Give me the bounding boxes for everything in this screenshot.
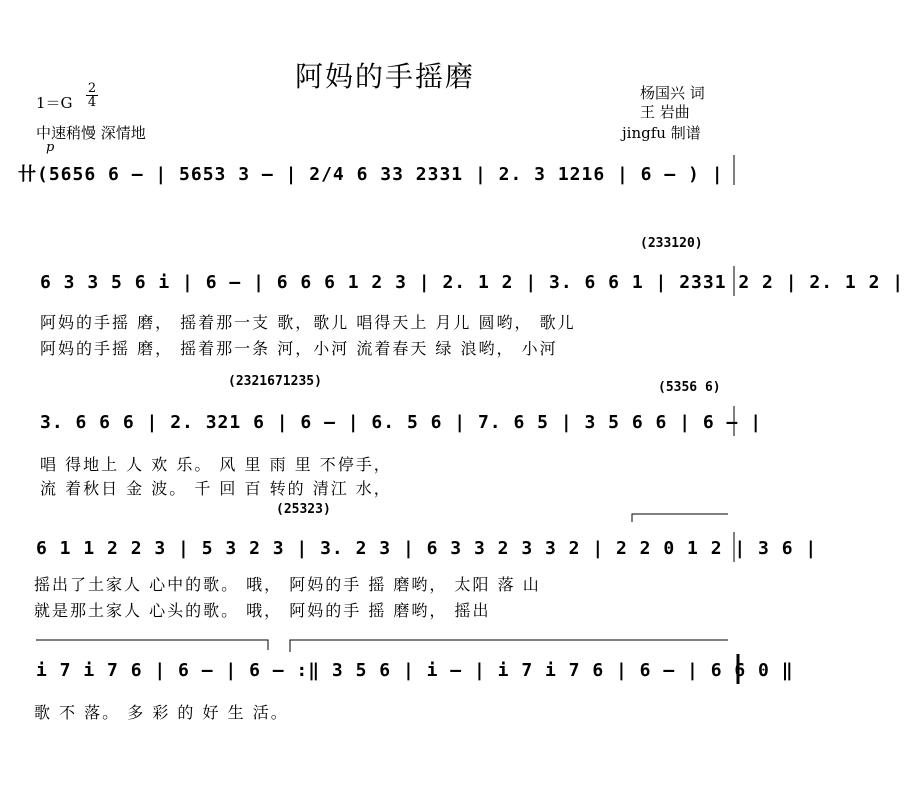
system-3-notes: 3. 6 6 6 | 2. 321 6 | 6 – | 6. 5 6 | 7. 6 5 | 3 5 6 6 | 6 – | (40, 412, 763, 433)
system-5-lyric-1: 歌 不 落。 多 彩 的 好 生 活。 (34, 703, 289, 722)
song-title: 阿妈的手摇磨 (294, 60, 475, 93)
system-2-lyric-2: 阿妈的手摇 磨， 摇着那一条 河，小河 流着春天 绿 浪哟， 小河 (40, 339, 558, 358)
system-3-lyric-2: 流 着秋日 金 波。 千 回 百 转的 清江 水， (40, 479, 392, 498)
dynamic-marking: p (46, 140, 55, 155)
system-4-lyric-1: 摇出了土家人 心中的歌。 哦， 阿妈的手 摇 磨哟， 太阳 落 山 (34, 575, 541, 594)
system-4-ornament: (25323) (276, 502, 331, 517)
system-4-lyric-2: 就是那土家人 心头的歌。 哦， 阿妈的手 摇 磨哟， 摇出 (34, 601, 491, 620)
system-3-ornament-2: (5356 6) (658, 380, 721, 395)
system-1-notes: 卄(5656 6 – | 5653 3 – | 2/4 6 33 2331 | 2. 3 1216 | 6 – ) | (18, 164, 724, 185)
system-2-lyric-1: 阿妈的手摇 磨， 摇着那一支 歌，歌儿 唱得天上 月儿 圆哟， 歌儿 (40, 313, 576, 332)
engraver-credit: jingfu 制谱 (622, 124, 701, 142)
time-sig-bottom: 4 (87, 95, 97, 110)
lyricist-credit: 杨国兴 词 (640, 84, 705, 102)
volta-bracket-1 (632, 514, 728, 522)
volta-bracket-1-end (36, 640, 268, 650)
system-3-lyric-1: 唱 得地上 人 欢 乐。 风 里 雨 里 不停手， (40, 455, 392, 474)
system-3-ornament: (2321671235) (228, 374, 322, 389)
composer-credit: 王 岩曲 (640, 103, 690, 121)
volta-bracket-2 (290, 640, 728, 652)
tempo-marking: 中速稍慢 深情地 (36, 124, 146, 142)
system-4-notes: 6 1 1 2 2 3 | 5 3 2 3 | 3. 2 3 | 6 3 3 2 3 3 2 | 2 2 0 1 2 | 3 6 | (36, 538, 818, 559)
system-2-ornament: (233120) (640, 236, 703, 251)
key-signature: 1＝G (36, 94, 73, 112)
system-2-notes: 6 3 3 5 6 i | 6 – | 6 6 6 1 2 3 | 2. 1 2 | 3. 6 6 1 | 2331 2 2 | 2. 1 2 | (40, 272, 904, 293)
system-5-notes: i 7 i 7 6 | 6 – | 6 – :‖ 3 5 6 | i – | i 7 i 7 6 | 6 – | 6 6 0 ‖ (36, 660, 794, 681)
time-sig-top: 2 (87, 81, 97, 96)
